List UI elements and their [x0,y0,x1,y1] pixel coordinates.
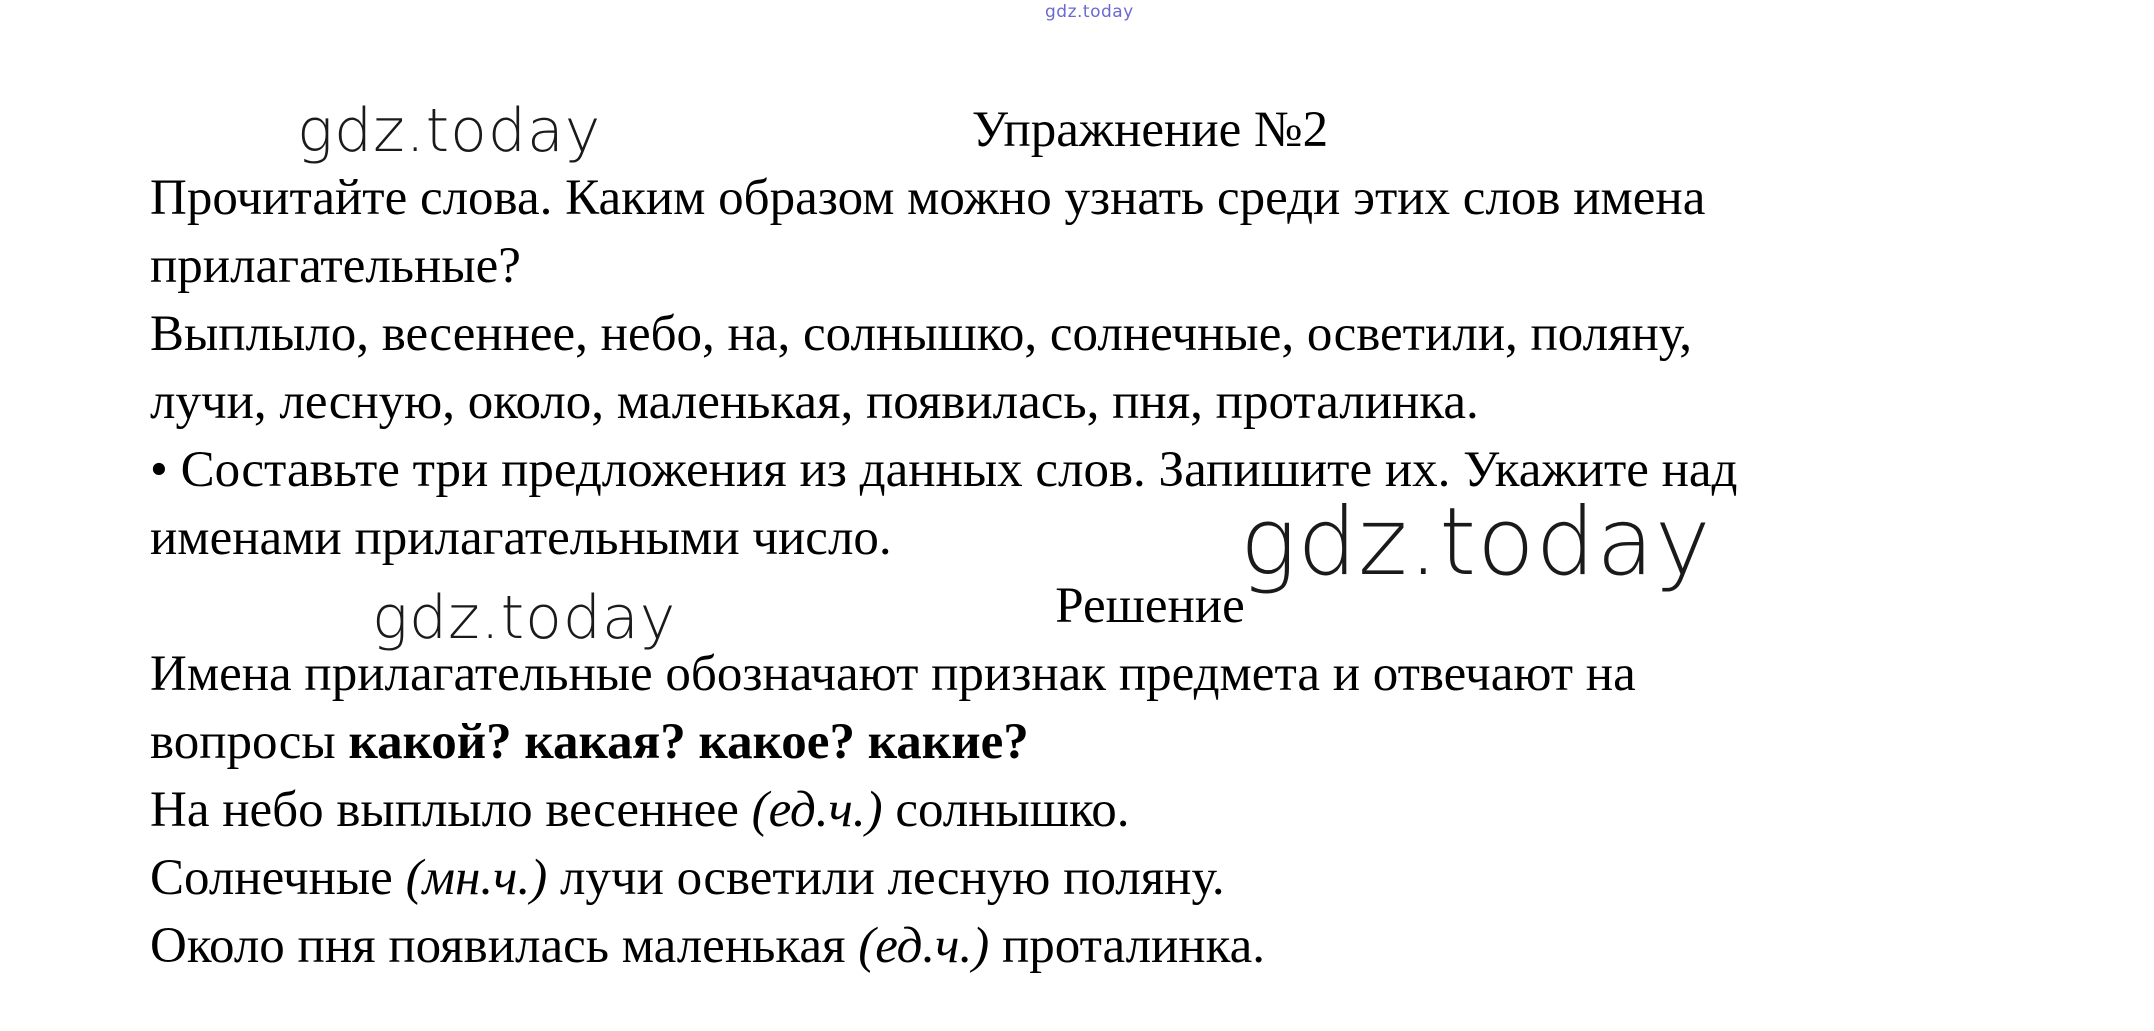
explanation-prefix: вопросы [150,714,349,770]
watermark: gdz.today [297,96,602,166]
task-instruction-line: • Составьте три предложения из данных слов. Запишите их. Укажите над [150,442,1738,498]
questions-bold: какой? какая? какое? какие? [348,714,1029,770]
task-question-line: прилагательные? [150,238,521,294]
exercise-content [150,96,2110,980]
sentence-text: солнышко. [882,782,1130,838]
task-instruction-line: именами прилагательными число. [150,510,892,566]
solution-explanation-line: Имена прилагательные обозначают признак предмета и отвечают на [150,646,1636,702]
number-note: (ед.ч.) [858,918,990,974]
watermark: gdz.today [1240,488,1712,597]
sentence-text: Около пня появилась маленькая [150,918,859,974]
exercise-title: Упражнение №2 [971,102,1329,158]
solution-title: Решение [1055,578,1245,634]
number-note: (мн.ч.) [405,850,548,906]
task-question-line: Прочитайте слова. Каким образом можно узнать среди этих слов имена [150,170,1706,226]
sentence-text: На небо выплыло весеннее [150,782,752,838]
solution-sentence [150,912,2110,980]
sentence-text: Солнечные [150,850,406,906]
task-words-line: Выплыло, весеннее, небо, на, солнышко, солнечные, осветили, поляну, [150,306,1692,362]
number-note: (ед.ч.) [751,782,883,838]
task-words-line: лучи, лесную, около, маленькая, появилась, пня, проталинка. [150,374,1479,430]
solution-sentence [150,776,2110,844]
solution-explanation-line [150,708,2110,776]
sentence-text: лучи осветили лесную поляну. [547,850,1225,906]
sentence-text: проталинка. [989,918,1265,974]
watermark: gdz.today [372,583,677,653]
solution-sentence [150,844,2110,912]
header-link[interactable]: gdz.today [1045,2,1134,22]
